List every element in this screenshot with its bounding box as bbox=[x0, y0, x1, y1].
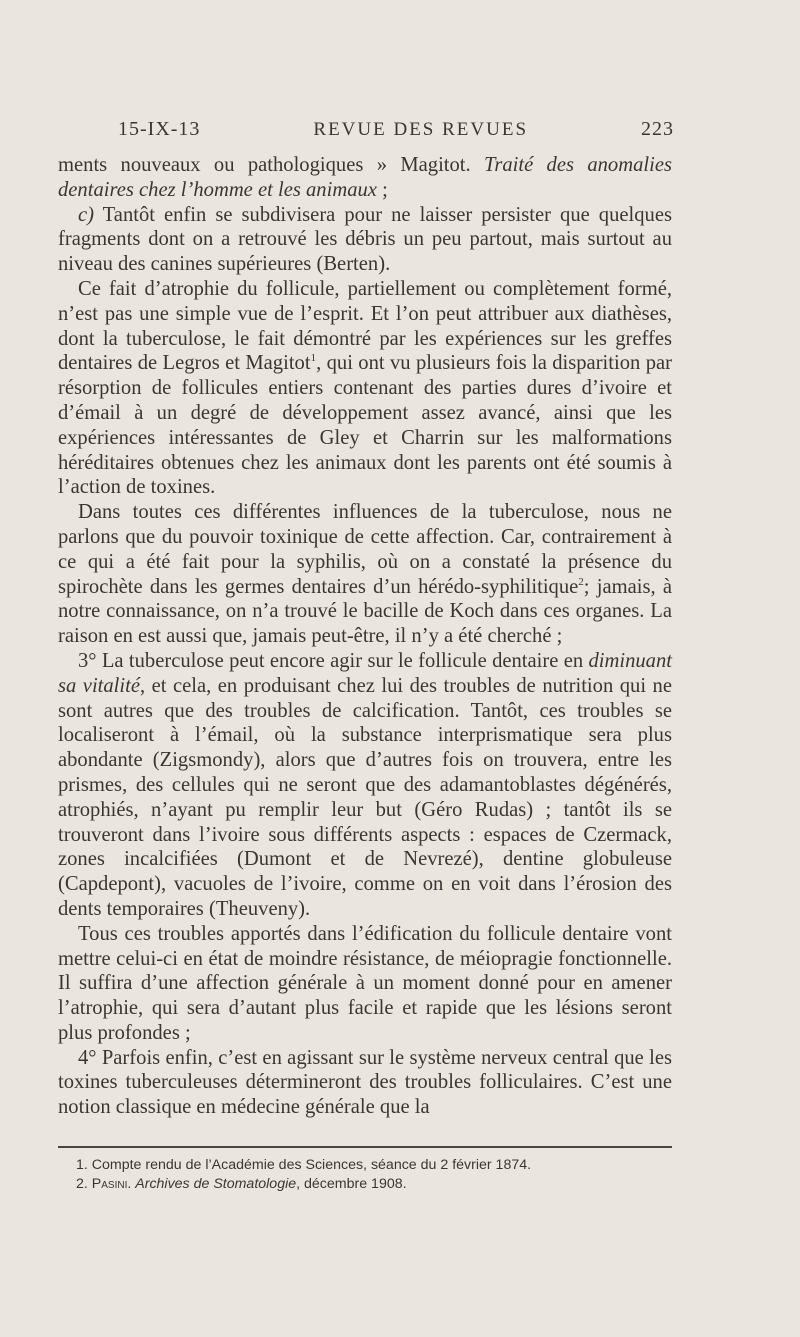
body-text bbox=[58, 153, 672, 1120]
text-run: Tantôt enfin se subdivisera pour ne laisser persister que quelques fragments dont on a retrouvé les débris un peu partout, mais surtout au niveau des canines supérieures (Berten). bbox=[58, 203, 672, 276]
text-run: 3° La tuberculose peut encore agir sur le follicule dentaire en bbox=[78, 649, 589, 672]
paragraph bbox=[58, 649, 672, 922]
paragraph bbox=[58, 203, 672, 277]
list-label: c) bbox=[78, 203, 94, 226]
text-run: , et cela, en produisant chez lui des troubles de nutrition qui ne sont autres que des troubles de calcification. Tantôt, ces troubles se localiseront à l’émail, où la substance interprismatique sera plus abondante (Zigsmondy), alors que d’autres fois on trouvera, entre les prismes, des cellules qui ne seront que des adamantoblastes dégénérés, atrophiés, n’ayant pu remplir leur but (Géro Rudas) ; tantôt ils se trouveront dans l’ivoire sous différents aspects : espaces de Czermack, zones incalcifiées (Dumont et de Nevrezé), dentine globuleuse (Capdepont), vacuoles de l’ivoire, comme on en voit dans l’érosion des dents temporaires (Theuveny). bbox=[58, 674, 672, 920]
journal-title: REVUE DES REVUES bbox=[313, 119, 529, 140]
text-run: Ce fait d’atrophie du follicule, partiellement ou complètement formé, n’est pas une simple vue de l’esprit. Et l’on peut attribuer aux diathèses, dont la tuberculose, le fait démontré par les expériences sur les greffes dentaires de Legros et Magitot bbox=[58, 277, 672, 375]
footnote-ref: 1 bbox=[310, 352, 317, 365]
paragraph bbox=[58, 153, 672, 203]
header-date: 15-IX-13 bbox=[118, 118, 201, 140]
paragraph bbox=[58, 277, 672, 500]
paragraph bbox=[58, 500, 672, 649]
text-run: ; jamais, à notre connaissance, on n’a trouvé le bacille de Koch dans ces organes. La raison en est aussi que, jamais peut-être, il n’y a été cherché ; bbox=[58, 575, 672, 648]
text-run: ; bbox=[376, 178, 388, 201]
running-header bbox=[118, 118, 674, 141]
page-number: 223 bbox=[641, 118, 674, 140]
emphasis: diminuant sa vitalité bbox=[58, 649, 672, 697]
book-title: Traité des anomalies dentaires chez l’homme et les animaux bbox=[58, 154, 672, 201]
paragraph: 4° Parfois enfin, c’est en agissant sur le système nerveux central que les toxines tuberculeuses détermineront des troubles folliculaires. C’est une notion classique en médecine générale que la bbox=[58, 1046, 672, 1119]
footnote-divider bbox=[58, 1146, 672, 1148]
text-run: , qui ont vu plusieurs fois la disparition par résorption de follicules entiers contenant des parties dures d’ivoire et d’émail à un degré de développement assez avancé, ainsi que les expériences intéressantes de Gley et Charrin sur les malformations héréditaires obtenues chez les animaux dont les parents ont été soumis à l’action de toxines. bbox=[58, 352, 672, 499]
paragraph: Tous ces troubles apportés dans l’édification du follicule dentaire vont mettre celui-ci en état de moindre résistance, de méiopragie fonctionnelle. Il suffira d’une affection générale à un moment donné pour en amener l’atrophie, qui sera d’autant plus facile et rapide que les lésions seront plus profondes ; bbox=[58, 922, 672, 1044]
text-run: , décembre 1908. bbox=[296, 1176, 407, 1192]
text-run: Dans toutes ces différentes influences de la tuberculose, nous ne parlons que du pouvoir toxinique de cette affection. Car, contrairement à ce qui a été fait pour la syphilis, où on a constaté la présence du spirochète dans les germes dentaires d’un hérédo-syphilitique bbox=[58, 501, 672, 598]
footnote-author: 2. Pasini. bbox=[76, 1176, 132, 1192]
footnote-ref: 2 bbox=[578, 575, 584, 588]
footnotes bbox=[58, 1156, 672, 1194]
footnote-title: Archives de Stomatologie bbox=[135, 1176, 297, 1192]
footnote-1: 1. Compte rendu de l’Académie des Sciences, séance du 2 février 1874. bbox=[76, 1157, 532, 1173]
footnote-2 bbox=[58, 1175, 672, 1194]
text-run: ments nouveaux ou pathologiques » Magitot. bbox=[58, 154, 485, 176]
